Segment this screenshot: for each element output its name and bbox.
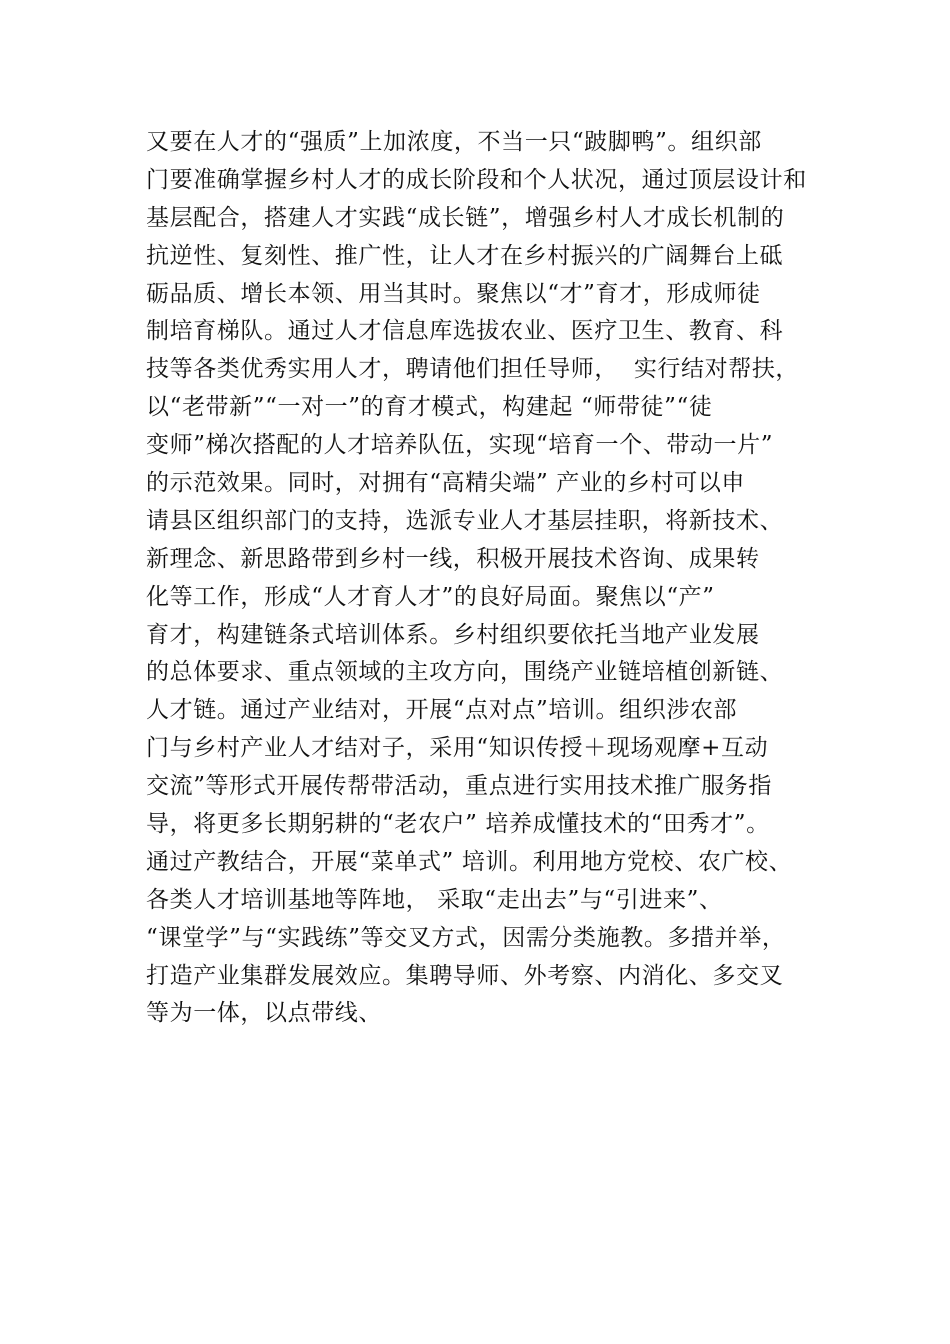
text-line-2: 门要准确掌握乡村人才的成长阶段和个人状况，通过顶层设计和 bbox=[146, 166, 807, 193]
text-line-19: 导，将更多长期躬耕的“老农户” 培养成懂技术的“田秀才”。 bbox=[146, 811, 770, 838]
text-line-8: 以“老带新”“一对一”的育才模式，构建起 “师带徒”“徒 bbox=[146, 394, 713, 421]
text-line-24: 等为一体，以点带线、 bbox=[146, 1000, 382, 1027]
text-line-23: 打造产业集群发展效应。集聘导师、外考察、内消化、多交叉 bbox=[146, 962, 784, 989]
text-line-11: 请县区组织部门的支持，选派专业人才基层挂职，将新技术、 bbox=[146, 507, 784, 534]
text-line-18: 交流”等形式开展传帮带活动，重点进行实用技术推广服务指 bbox=[146, 773, 772, 800]
text-line-3: 基层配合，搭建人才实践“成长链”，增强乡村人才成长机制的 bbox=[146, 204, 785, 231]
body-paragraph bbox=[146, 124, 846, 1033]
text-line-1: 又要在人才的“强质”上加浓度，不当一只“跛脚鸭”。组织部 bbox=[146, 129, 762, 155]
text-line-6: 制培育梯队。通过人才信息库选拔农业、医疗卫生、教育、科 bbox=[146, 318, 784, 345]
text-line-22: “课堂学”与“实践练”等交叉方式，因需分类施教。多措并举， bbox=[146, 924, 786, 951]
text-line-14: 育才，构建链条式培训体系。乡村组织要依托当地产业发展 bbox=[146, 621, 760, 648]
text-line-4: 抗逆性、复刻性、推广性，让人才在乡村振兴的广阔舞台上砥 bbox=[146, 242, 784, 269]
text-line-21: 各类人才培训基地等阵地， 采取“走出去”与“引进来”、 bbox=[146, 886, 723, 913]
text-line-5: 砺品质、增长本领、用当其时。聚焦以“才”育才，形成师徒 bbox=[146, 280, 761, 307]
text-line-9: 变师”梯次搭配的人才培养队伍，实现“培育一个、带动一片” bbox=[146, 432, 774, 459]
text-line-17: 门与乡村产业人才结对子，采用“知识传授＋现场观摩+互动 bbox=[146, 735, 769, 762]
text-line-12: 新理念、新思路带到乡村一线，积极开展技术咨询、成果转 bbox=[146, 545, 760, 572]
text-line-20: 通过产教结合，开展“菜单式” 培训。利用地方党校、农广校、 bbox=[146, 848, 793, 875]
text-line-15: 的总体要求、重点领域的主攻方向，围绕产业链培植创新链、 bbox=[146, 659, 784, 686]
text-line-7: 技等各类优秀实用人才，聘请他们担任导师， 实行结对帮扶， bbox=[146, 356, 800, 383]
text-line-16: 人才链。通过产业结对，开展“点对点”培训。组织涉农部 bbox=[146, 697, 738, 724]
text-line-10: 的示范效果。同时，对拥有“高精尖端” 产业的乡村可以申 bbox=[146, 470, 746, 497]
text-line-13: 化等工作，形成“人才育人才”的良好局面。聚焦以“产” bbox=[146, 583, 715, 610]
